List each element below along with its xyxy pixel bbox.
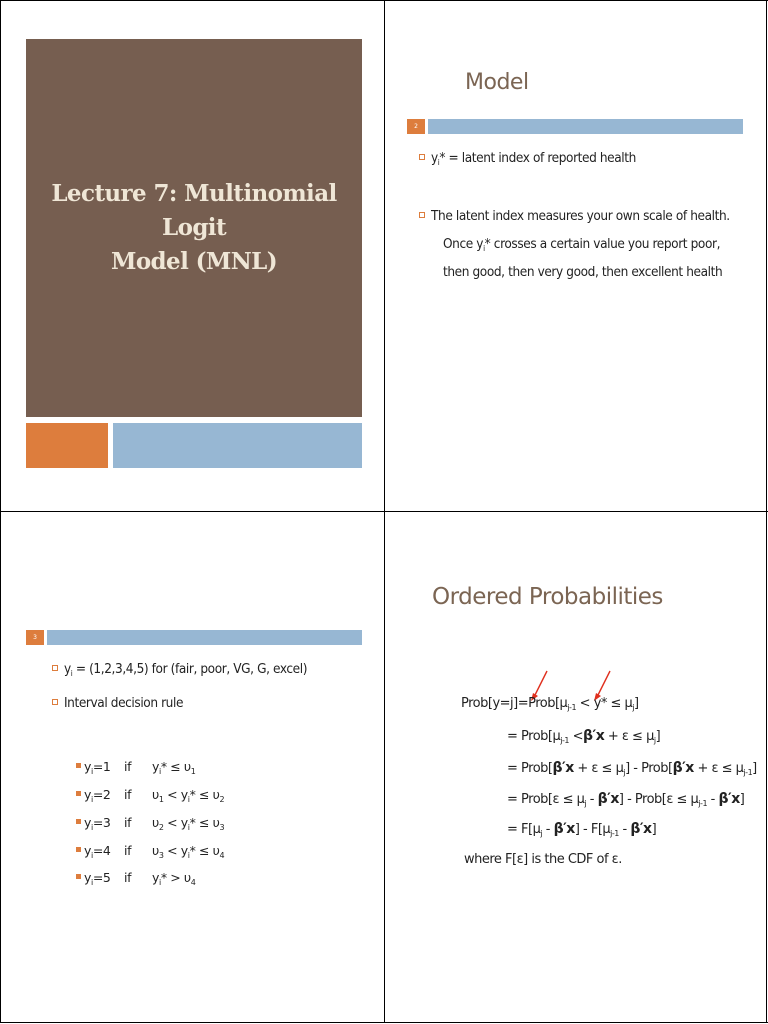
rule-if: if bbox=[124, 815, 132, 830]
rule-if: if bbox=[124, 843, 132, 858]
rule-condition: $y_i* \le \upsilon_1$ bbox=[152, 759, 196, 776]
slide-1-title bbox=[0, 0, 384, 511]
decision-rule-row bbox=[76, 787, 224, 804]
bullet-square-icon bbox=[76, 763, 81, 768]
bullet-square-icon bbox=[52, 699, 58, 705]
slide-3-number: 3 bbox=[26, 630, 44, 645]
title-accent-blue bbox=[113, 423, 362, 468]
rule-if: if bbox=[124, 870, 132, 885]
slide-2-bullet-2-line-2: Once $y_i*$ crosses a certain value you report poor, bbox=[443, 236, 721, 253]
equation-line: = $Prob[\mu_{j-1} <\beta'x + \varepsilon \le \mu_j]$ bbox=[507, 728, 661, 745]
rule-if: if bbox=[124, 759, 132, 774]
cdf-footnote: where F[ε] is the CDF of ε. bbox=[464, 852, 622, 867]
rule-outcome: $y_i=4$ bbox=[84, 843, 111, 860]
bullet-square-icon bbox=[419, 212, 425, 218]
rule-condition: $y_i* > \upsilon_4$ bbox=[152, 870, 196, 887]
rule-outcome: $y_i=5$ bbox=[84, 870, 111, 887]
rule-condition: $\upsilon_2 < y_i* \le \upsilon_3$ bbox=[152, 815, 225, 832]
rule-condition: $\upsilon_3 < y_i* \le \upsilon_4$ bbox=[152, 843, 225, 860]
slide-2-bullet-2-line-1: The latent index measures your own scale of health. bbox=[419, 208, 730, 224]
rule-condition: $\upsilon_1 < y_i* \le \upsilon_2$ bbox=[152, 787, 225, 804]
rule-outcome: $y_i=1$ bbox=[84, 759, 111, 776]
title-panel bbox=[26, 39, 362, 417]
rule-outcome: $y_i=3$ bbox=[84, 815, 111, 832]
slide-2-heading: Model bbox=[465, 70, 529, 95]
bullet-square-icon bbox=[76, 874, 81, 879]
lecture-title-line-1: Lecture 7: Multinomial Logit bbox=[51, 180, 337, 241]
slide-4-ordered-probabilities bbox=[385, 512, 766, 1022]
decision-rule-row bbox=[76, 843, 224, 860]
slide-3-decision-rule bbox=[0, 512, 384, 1022]
slide-3-bullet-2: Interval decision rule bbox=[52, 695, 183, 711]
bullet-square-icon bbox=[76, 847, 81, 852]
rule-outcome: $y_i=2$ bbox=[84, 787, 111, 804]
slide-2-number: 2 bbox=[407, 119, 425, 134]
title-accent-orange bbox=[26, 423, 108, 468]
slide-2-model bbox=[385, 0, 766, 511]
equation-line: = Prob[β′x + $\varepsilon \le \mu_j$] - Prob[β′x + $\varepsilon \le \mu_{j-1}$] bbox=[507, 760, 757, 777]
decision-rule-row bbox=[76, 759, 195, 776]
lecture-title-line-2: Model (MNL) bbox=[110, 248, 278, 275]
slide-3-header-bar bbox=[47, 630, 362, 645]
slide-2-bullet-1: $y_i*$ = latent index of reported health bbox=[419, 150, 636, 167]
lecture-title bbox=[44, 177, 344, 279]
bullet-square-icon bbox=[52, 665, 58, 671]
slide-2-bullet-2-line-3: then good, then very good, then excellent health bbox=[443, 264, 723, 280]
slide-3-bullet-1: $y_i = (1,2,3,4,5)$ for (fair, poor, VG, G, excel) bbox=[52, 661, 307, 678]
equation-line: = $F[\mu_j - \beta'x] - F[\mu_{j-1} - \beta'x]$ bbox=[507, 821, 657, 838]
equation-line: = Prob[ε ≤ $\mu_j - \beta'x$] - Prob[ε ≤ $\mu_{j-1} - \beta'x$] bbox=[507, 791, 745, 808]
decision-rule-row bbox=[76, 815, 224, 832]
decision-rule-row bbox=[76, 870, 195, 887]
bullet-square-icon bbox=[76, 819, 81, 824]
bullet-square-icon bbox=[76, 791, 81, 796]
rule-if: if bbox=[124, 787, 132, 802]
equation-line: $Prob[y=j]=Prob[\mu_{j-1} < y* \le \mu_j]$ bbox=[461, 696, 639, 712]
slide-2-header-bar bbox=[428, 119, 743, 134]
bullet-square-icon bbox=[419, 154, 425, 160]
slide-4-heading: Ordered Probabilities bbox=[432, 584, 663, 610]
